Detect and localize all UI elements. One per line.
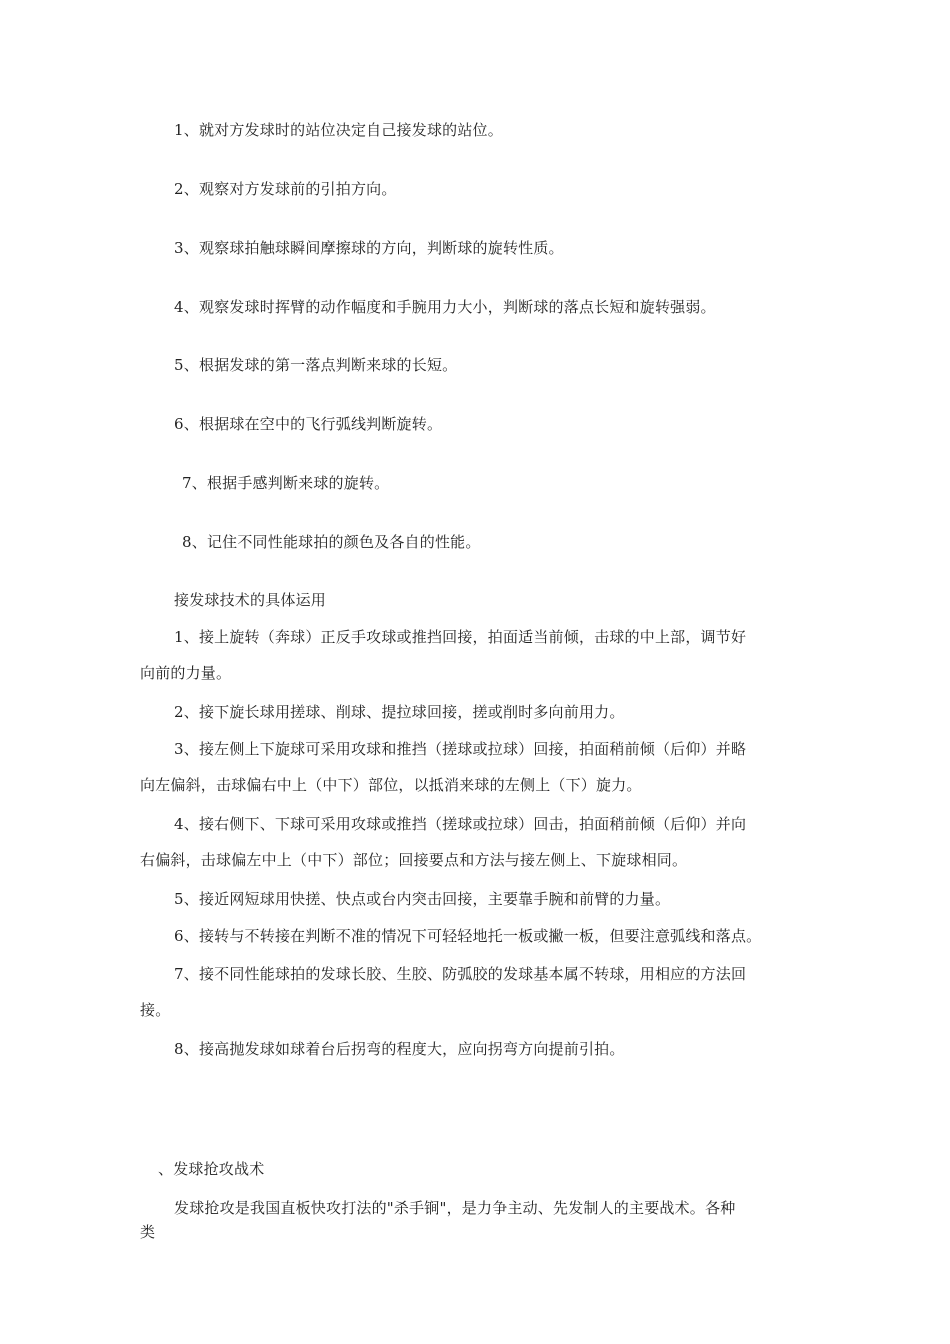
technique-line: 1、接上旋转（奔球）正反手攻球或推挡回接，拍面适当前倾，击球的中上部，调节好 xyxy=(174,628,747,646)
technique-line: 接。 xyxy=(140,1001,171,1019)
observe-item-3: 3、观察球拍触球瞬间摩擦球的方向，判断球的旋转性质。 xyxy=(174,239,564,257)
serve-attack-line: 类 xyxy=(140,1223,156,1241)
observe-item-4: 4、观察发球时挥臂的动作幅度和手腕用力大小，判断球的落点长短和旋转强弱。 xyxy=(174,298,716,316)
technique-line: 5、接近网短球用快搓、快点或台内突击回接，主要靠手腕和前臂的力量。 xyxy=(174,890,671,908)
technique-line: 3、接左侧上下旋球可采用攻球和推挡（搓球或拉球）回接，拍面稍前倾（后仰）并略 xyxy=(174,740,747,758)
observe-item-8: 8、记住不同性能球拍的颜色及各自的性能。 xyxy=(182,533,481,551)
section-heading-serve-attack: 、发球抢攻战术 xyxy=(158,1160,265,1178)
technique-line: 向前的力量。 xyxy=(140,664,232,682)
observe-item-6: 6、根据球在空中的飞行弧线判断旋转。 xyxy=(174,415,443,433)
observe-item-1: 1、就对方发球时的站位决定自己接发球的站位。 xyxy=(174,121,503,139)
observe-item-5: 5、根据发球的第一落点判断来球的长短。 xyxy=(174,356,458,374)
technique-line: 向左偏斜，击球偏右中上（中下）部位，以抵消来球的左侧上（下）旋力。 xyxy=(140,776,642,794)
technique-line: 右偏斜，击球偏左中上（中下）部位；回接要点和方法与接左侧上、下旋球相同。 xyxy=(140,851,688,869)
serve-attack-line: 发球抢攻是我国直板快攻打法的"杀手锏"，是力争主动、先发制人的主要战术。各种 xyxy=(174,1199,736,1217)
observe-item-2: 2、观察对方发球前的引拍方向。 xyxy=(174,180,397,198)
observe-item-7: 7、根据手感判断来球的旋转。 xyxy=(182,474,390,492)
section-heading-receive-techniques: 接发球技术的具体运用 xyxy=(174,591,327,609)
technique-line: 4、接右侧下、下球可采用攻球或推挡（搓球或拉球）回击，拍面稍前倾（后仰）并向 xyxy=(174,815,747,833)
technique-line: 8、接高抛发球如球着台后拐弯的程度大，应向拐弯方向提前引拍。 xyxy=(174,1040,625,1058)
technique-line: 6、接转与不转接在判断不准的情况下可轻轻地托一板或撇一板，但要注意弧线和落点。 xyxy=(174,927,762,945)
technique-line: 7、接不同性能球拍的发球长胶、生胶、防弧胶的发球基本属不转球，用相应的方法回 xyxy=(174,965,747,983)
technique-line: 2、接下旋长球用搓球、削球、提拉球回接，搓或削时多向前用力。 xyxy=(174,703,625,721)
